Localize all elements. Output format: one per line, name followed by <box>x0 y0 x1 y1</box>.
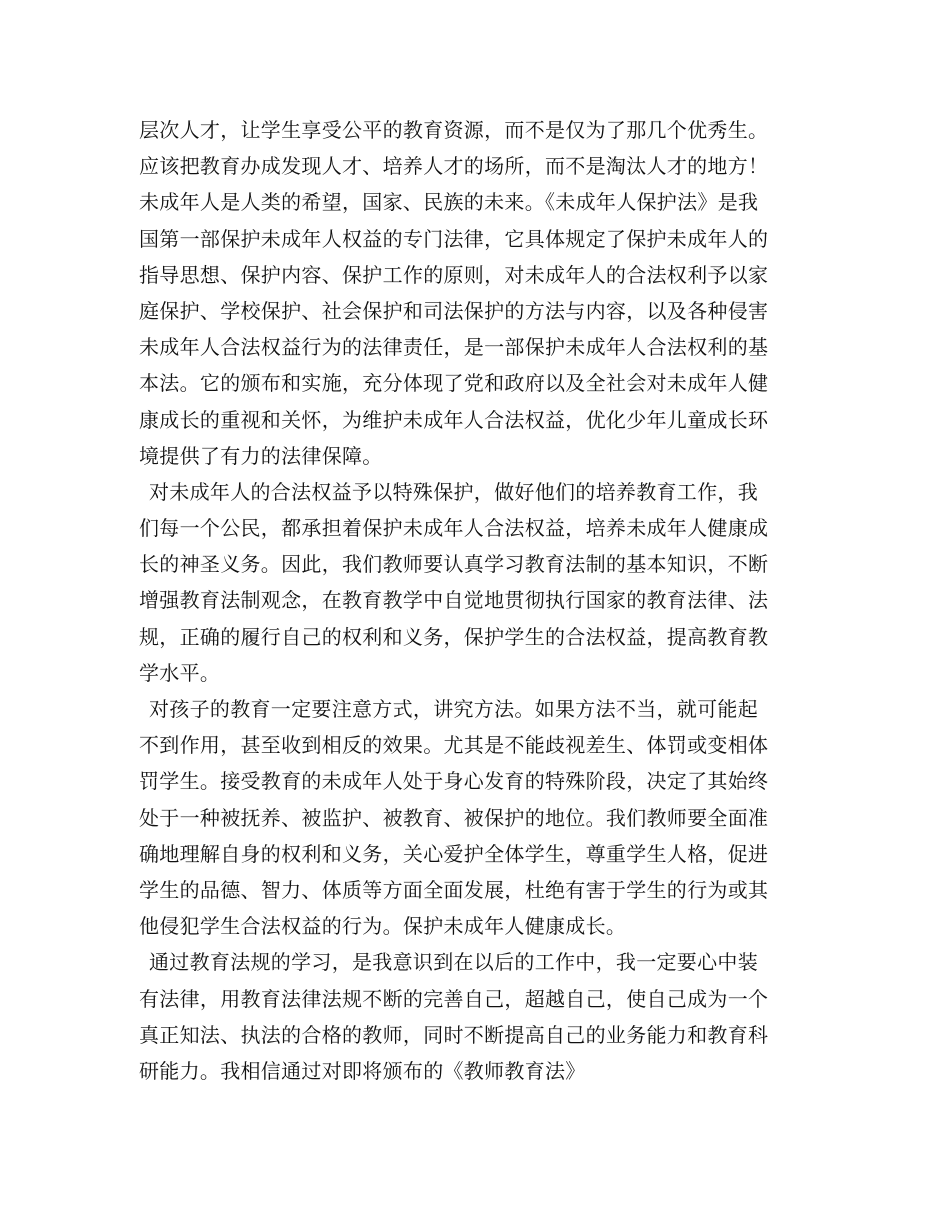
text-line: 应该把教育办成发现人才、培养人才的场所，而不是淘汰人才的地方！ <box>139 154 769 179</box>
text-line: 真正知法、执法的合格的教师，同时不断提高自己的业务能力和教育科 <box>139 1022 769 1047</box>
text-line: 研能力。我相信通过对即将颁布的《教师教育法》 <box>139 1058 586 1083</box>
paragraph-start-line: 通过教育法规的学习，是我意识到在以后的工作中，我一定要心中装 <box>149 950 758 975</box>
paragraph-start-line: 对未成年人的合法权益予以特殊保护，做好他们的培养教育工作，我 <box>149 479 758 504</box>
text-line: 们每一个公民，都承担着保护未成年人合法权益，培养未成年人健康成 <box>139 516 769 541</box>
text-line: 确地理解自身的权利和义务，关心爱护全体学生，尊重学生人格，促进 <box>139 841 769 866</box>
text-line: 规，正确的履行自己的权利和义务，保护学生的合法权益，提高教育教 <box>139 624 769 649</box>
text-line: 长的神圣义务。因此，我们教师要认真学习教育法制的基本知识，不断 <box>139 552 769 577</box>
text-line: 增强教育法制观念，在教育教学中自觉地贯彻执行国家的教育法律、法 <box>139 588 769 613</box>
text-line: 本法。它的颁布和实施，充分体现了党和政府以及全社会对未成年人健 <box>139 371 769 396</box>
text-line: 庭保护、学校保护、社会保护和司法保护的方法与内容，以及各种侵害 <box>139 298 769 323</box>
text-line: 罚学生。接受教育的未成年人处于身心发育的特殊阶段，决定了其始终 <box>139 769 769 794</box>
text-line: 学水平。 <box>139 660 221 685</box>
text-line: 未成年人是人类的希望，国家、民族的未来。《未成年人保护法》是我 <box>139 190 759 215</box>
paragraph-start-line: 对孩子的教育一定要注意方式，讲究方法。如果方法不当，就可能起 <box>149 697 758 721</box>
text-line: 学生的品德、智力、体质等方面全面发展，杜绝有害于学生的行为或其 <box>139 877 769 902</box>
text-line: 他侵犯学生合法权益的行为。保护未成年人健康成长。 <box>139 914 627 939</box>
text-line: 层次人才，让学生享受公平的教育资源，而不是仅为了那几个优秀生。 <box>139 118 769 142</box>
text-line: 未成年人合法权益行为的法律责任，是一部保护未成年人合法权利的基 <box>139 335 769 360</box>
text-line: 处于一种被抚养、被监护、被教育、被保护的地位。我们教师要全面准 <box>139 805 769 830</box>
text-line: 有法律，用教育法律法规不断的完善自己，超越自己，使自己成为一个 <box>139 986 769 1011</box>
document-body <box>139 112 819 1089</box>
text-line: 国第一部保护未成年人权益的专门法律，它具体规定了保护未成年人的 <box>139 226 769 251</box>
text-line: 指导思想、保护内容、保护工作的原则，对未成年人的合法权利予以家 <box>139 262 769 287</box>
text-line: 不到作用，甚至收到相反的效果。尤其是不能歧视差生、体罚或变相体 <box>139 733 769 758</box>
text-line: 康成长的重视和关怀，为维护未成年人合法权益，优化少年儿童成长环 <box>139 407 769 432</box>
text-line: 境提供了有力的法律保障。 <box>139 443 383 468</box>
